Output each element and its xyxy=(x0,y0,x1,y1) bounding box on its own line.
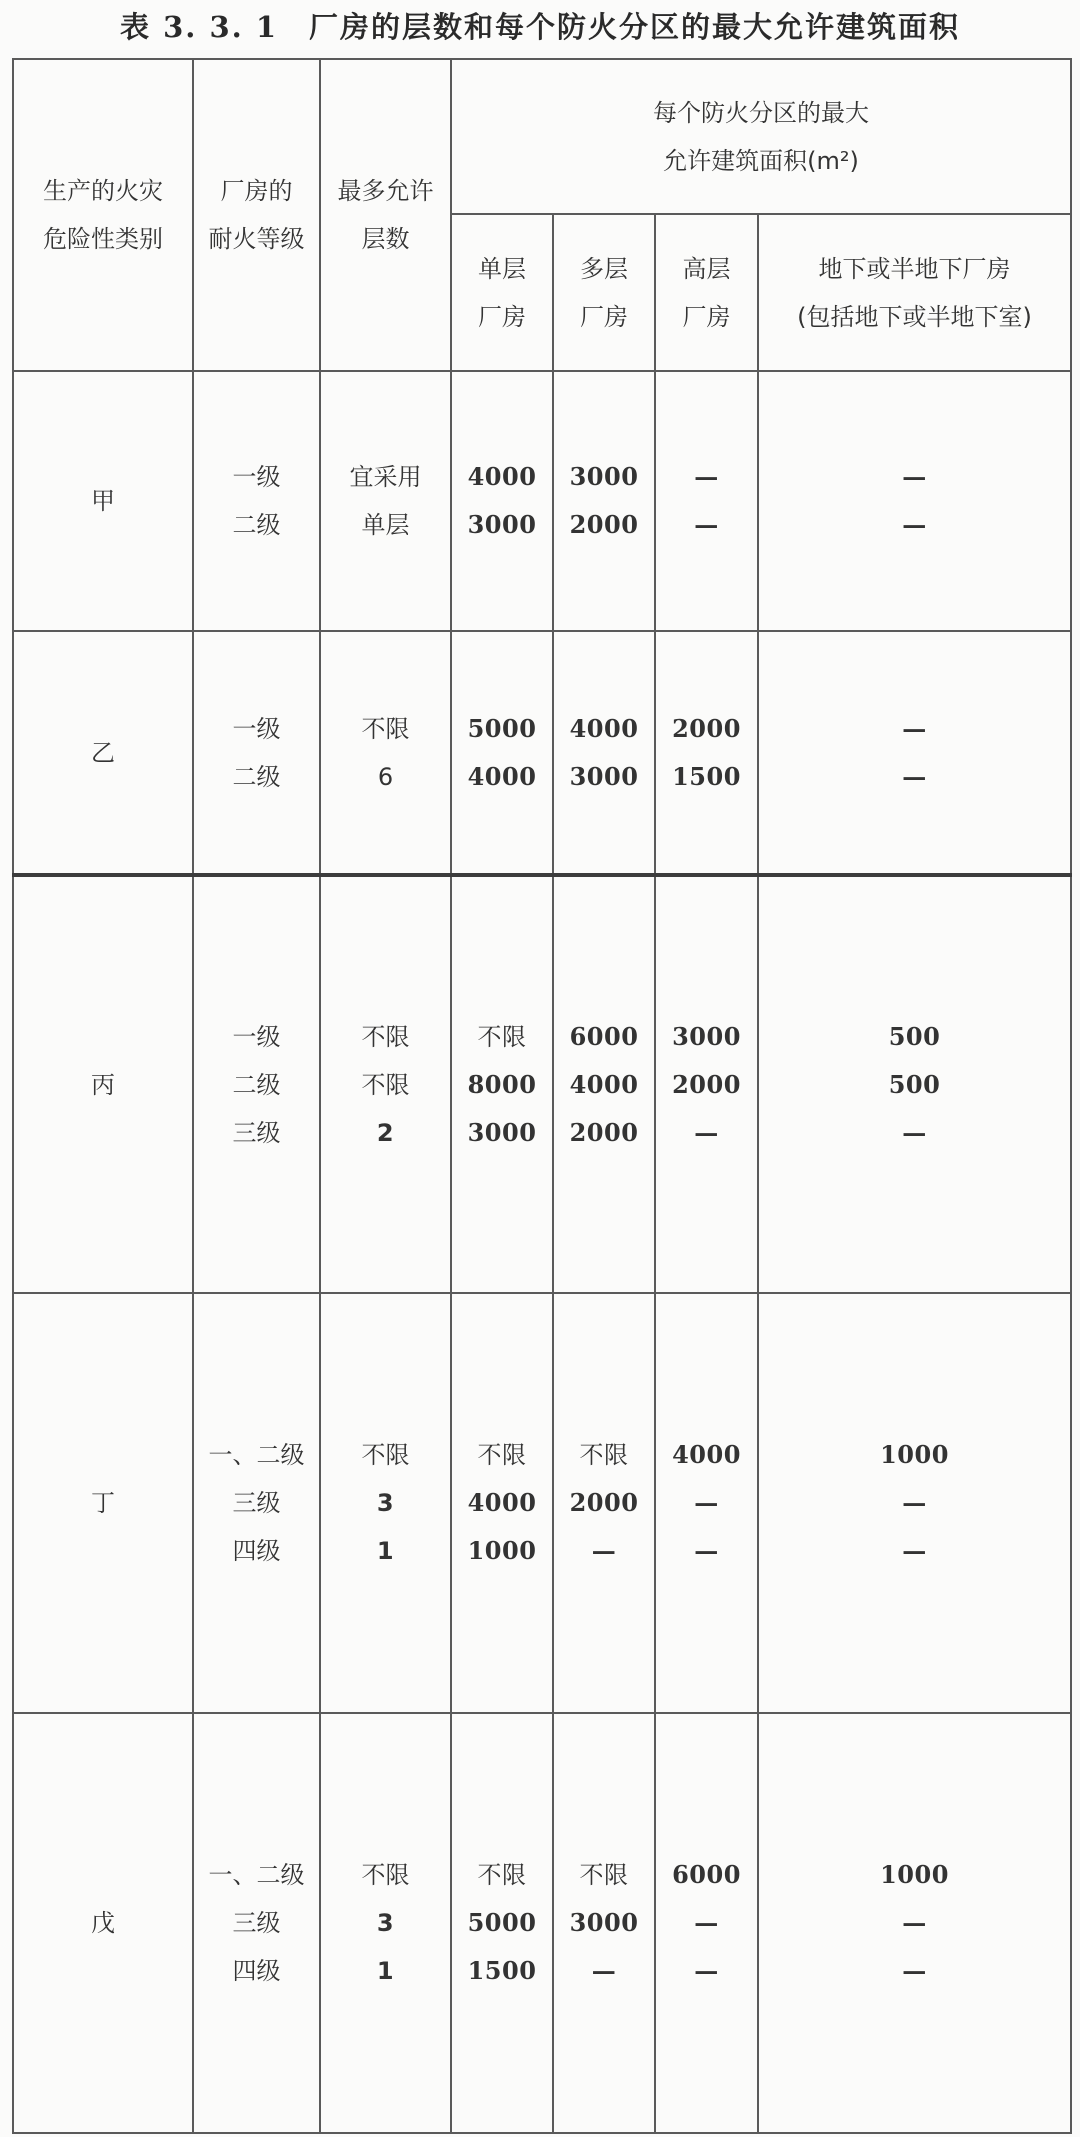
area-value: 3000 xyxy=(569,761,639,791)
row-multi-story xyxy=(553,1293,655,1713)
row-ratings xyxy=(193,875,320,1293)
table-row xyxy=(13,1713,1071,2133)
header-multi-story xyxy=(553,214,655,371)
area-value: — xyxy=(902,1536,927,1565)
area-value: — xyxy=(902,761,927,791)
area-value: — xyxy=(694,510,719,539)
row-single-story xyxy=(451,1713,553,2133)
row-ratings xyxy=(193,1713,320,2133)
area-value: 6000 xyxy=(569,1021,639,1051)
row-floors xyxy=(320,631,451,875)
area-value: — xyxy=(902,1488,927,1517)
header-max-floors xyxy=(320,59,451,371)
area-value: 4000 xyxy=(467,1488,537,1517)
area-value: — xyxy=(902,1908,927,1937)
area-value: 2000 xyxy=(569,1117,639,1147)
row-floors xyxy=(320,875,451,1293)
row-high-rise xyxy=(655,875,758,1293)
rating-value: 一级 xyxy=(232,1022,281,1051)
row-underground xyxy=(758,1293,1071,1713)
row-category-bing: 丙 xyxy=(13,875,193,1293)
floors-value: 单层 xyxy=(361,511,410,539)
header-fire-rating-line-2: 耐火等级 xyxy=(208,225,305,253)
area-value: 1500 xyxy=(672,761,741,791)
header-max-area-line-2: 允许建筑面积(m²) xyxy=(663,146,859,175)
row-ratings xyxy=(193,631,320,875)
area-value: — xyxy=(694,1908,719,1937)
row-multi-story xyxy=(553,371,655,631)
header-max-floors-line-1: 最多允许 xyxy=(337,177,434,205)
area-value: 不限 xyxy=(579,1441,629,1469)
header-single-story-line-2: 厂房 xyxy=(478,302,526,331)
row-category-wu: 戊 xyxy=(13,1713,193,2133)
row-single-story xyxy=(451,631,553,875)
area-value: 4000 xyxy=(672,1440,741,1469)
row-high-rise xyxy=(655,1293,758,1713)
header-row-1 xyxy=(13,59,1071,214)
row-underground xyxy=(758,631,1071,875)
row-multi-story xyxy=(553,631,655,875)
header-fire-rating xyxy=(193,59,320,371)
area-value: 1000 xyxy=(880,1440,949,1469)
rating-value: 三级 xyxy=(232,1909,281,1937)
row-multi-story xyxy=(553,875,655,1293)
area-value: 4000 xyxy=(569,713,639,743)
area-value: — xyxy=(694,1536,719,1565)
row-high-rise xyxy=(655,371,758,631)
table-title: 表 3. 3. 1 厂房的层数和每个防火分区的最大允许建筑面积 xyxy=(119,10,961,44)
area-value: — xyxy=(694,1956,719,1985)
area-value: 不限 xyxy=(579,1861,629,1889)
floors-value: 1 xyxy=(376,1537,395,1565)
row-ratings xyxy=(193,371,320,631)
area-value: 2000 xyxy=(569,510,639,539)
row-high-rise xyxy=(655,1713,758,2133)
row-category-jia: 甲 xyxy=(13,371,193,631)
rating-value: 一级 xyxy=(232,714,281,743)
area-value: 不限 xyxy=(477,1861,527,1889)
rating-value: 二级 xyxy=(232,1070,281,1099)
row-category-ding: 丁 xyxy=(13,1293,193,1713)
table-row xyxy=(13,875,1071,1293)
floors-value: 2 xyxy=(376,1118,395,1147)
area-value: — xyxy=(902,510,927,539)
area-value: — xyxy=(694,462,719,491)
table-row xyxy=(13,371,1071,631)
area-value: — xyxy=(591,1956,617,1985)
floors-value: 宜采用 xyxy=(349,463,422,491)
header-underground-line-1: 地下或半地下厂房 xyxy=(818,254,1011,283)
floors-value: 6 xyxy=(377,762,394,791)
area-value: 2000 xyxy=(672,1069,741,1099)
rating-value: 四级 xyxy=(232,1957,281,1985)
rating-value: 一、二级 xyxy=(208,1441,305,1469)
header-single-story xyxy=(451,214,553,371)
area-value: 不限 xyxy=(477,1022,527,1051)
area-value: 不限 xyxy=(477,1441,527,1469)
area-value: 1500 xyxy=(467,1956,537,1985)
area-value: 3000 xyxy=(467,510,537,539)
header-fire-rating-line-1: 厂房的 xyxy=(220,177,293,205)
row-underground xyxy=(758,875,1071,1293)
area-value: 5000 xyxy=(467,713,537,743)
floors-value: 不限 xyxy=(361,714,410,743)
row-underground xyxy=(758,1713,1071,2133)
floors-value: 不限 xyxy=(361,1861,410,1889)
rating-value: 二级 xyxy=(232,511,281,539)
floors-value: 3 xyxy=(376,1909,395,1937)
row-floors xyxy=(320,371,451,631)
row-floors xyxy=(320,1713,451,2133)
header-high-rise xyxy=(655,214,758,371)
header-max-area-line-1: 每个防火分区的最大 xyxy=(653,98,869,127)
area-value: 2000 xyxy=(569,1488,639,1517)
area-value: 3000 xyxy=(569,1908,639,1937)
area-value: 3000 xyxy=(672,1021,741,1051)
rating-value: 三级 xyxy=(232,1118,281,1147)
area-value: 5000 xyxy=(467,1908,537,1937)
row-category-yi: 乙 xyxy=(13,631,193,875)
table-row xyxy=(13,631,1071,875)
area-value: 500 xyxy=(888,1069,941,1099)
area-value: 3000 xyxy=(569,462,639,491)
header-hazard-category-line-2: 危险性类别 xyxy=(43,225,163,253)
area-value: 8000 xyxy=(467,1069,537,1099)
rating-value: 一级 xyxy=(232,463,281,491)
rating-value: 四级 xyxy=(232,1537,281,1565)
floors-value: 不限 xyxy=(361,1070,410,1099)
row-multi-story xyxy=(553,1713,655,2133)
rating-value: 二级 xyxy=(232,762,281,791)
header-multi-story-line-2: 厂房 xyxy=(580,302,628,331)
floors-value: 3 xyxy=(376,1489,395,1517)
area-value: — xyxy=(591,1536,617,1565)
area-value: 500 xyxy=(888,1021,941,1051)
row-high-rise xyxy=(655,631,758,875)
row-single-story xyxy=(451,371,553,631)
header-underground xyxy=(758,214,1071,371)
floors-value: 不限 xyxy=(361,1022,410,1051)
header-hazard-category xyxy=(13,59,193,371)
area-value: — xyxy=(902,713,927,743)
area-value: — xyxy=(694,1488,719,1517)
area-value: — xyxy=(694,1117,719,1147)
area-value: 3000 xyxy=(467,1117,537,1147)
row-single-story xyxy=(451,1293,553,1713)
header-multi-story-line-1: 多层 xyxy=(580,254,628,283)
area-value: — xyxy=(902,1117,927,1147)
floors-value: 不限 xyxy=(361,1441,410,1469)
header-max-area-group xyxy=(451,59,1071,214)
row-ratings xyxy=(193,1293,320,1713)
area-value: 6000 xyxy=(672,1860,741,1889)
area-value: 4000 xyxy=(467,462,537,491)
row-floors xyxy=(320,1293,451,1713)
area-value: 4000 xyxy=(569,1069,639,1099)
area-value: — xyxy=(902,462,927,491)
header-underground-line-2: (包括地下或半地下室) xyxy=(797,302,1032,331)
area-value: — xyxy=(902,1956,927,1985)
area-value: 4000 xyxy=(467,761,537,791)
row-underground xyxy=(758,371,1071,631)
rating-value: 三级 xyxy=(232,1489,281,1517)
header-hazard-category-line-1: 生产的火灾 xyxy=(43,177,163,205)
area-value: 1000 xyxy=(880,1860,949,1889)
header-max-floors-line-2: 层数 xyxy=(361,225,410,253)
rating-value: 一、二级 xyxy=(208,1861,305,1889)
floors-value: 1 xyxy=(376,1957,395,1985)
header-high-rise-line-1: 高层 xyxy=(682,254,731,283)
row-single-story xyxy=(451,875,553,1293)
area-value: 2000 xyxy=(672,713,741,743)
area-value: 1000 xyxy=(467,1536,537,1565)
header-single-story-line-1: 单层 xyxy=(478,254,526,283)
fire-compartment-table xyxy=(12,58,1072,2134)
header-high-rise-line-2: 厂房 xyxy=(682,302,731,331)
table-row xyxy=(13,1293,1071,1713)
